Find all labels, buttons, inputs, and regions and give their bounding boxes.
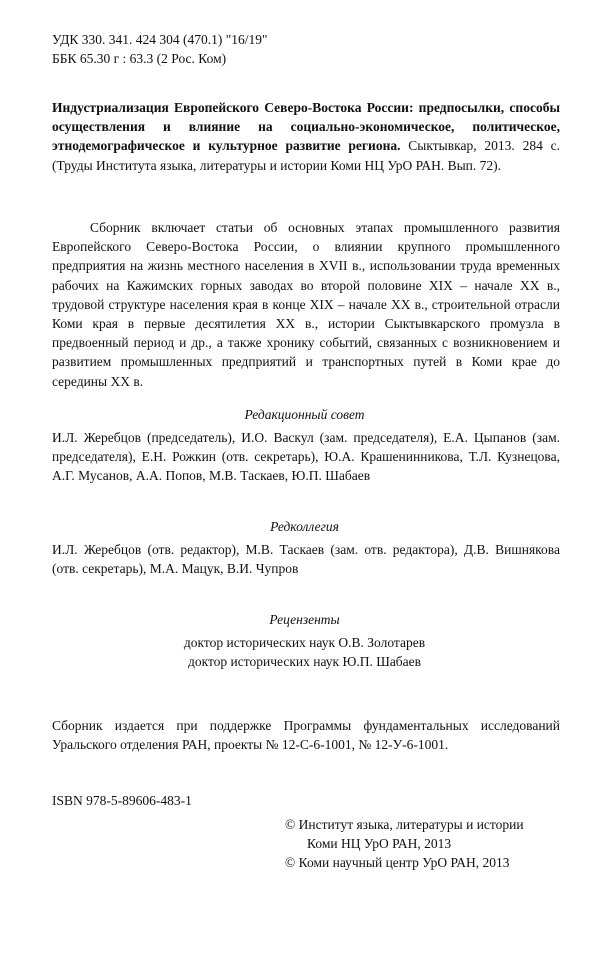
reviewer-1: доктор исторических наук О.В. Золотарев xyxy=(183,635,426,650)
editorial-board-heading: Редколлегия xyxy=(270,519,339,534)
copyright-line-3: © Коми научный центр УрО РАН, 2013 xyxy=(285,855,510,871)
copyright-line-1: © Институт языка, литературы и истории xyxy=(285,817,524,832)
copyright-block xyxy=(285,815,524,873)
abstract-paragraph: Сборник включает статьи об основных этапах промышленного развития Европейского Северо-Востока России, о влиянии крупного промышленного предприятия на жизнь местного населения в XVII в., использовании труда временных рабочих на Кажимских горных заводах во второй половине XIX – начале XX в., трудовой структуре населения края в конце XIX – начале XX в., строительной отрасли Коми края в первые десятилетия XX в., истории Сыктывкарского промузла в предвоенный период и др., а также хронику событий, связанных с возникновением и развитием промышленных предприятий и транспортных путей в Коми крае до середины XX в. xyxy=(52,220,560,389)
isbn: ISBN 978-5-89606-483-1 xyxy=(52,793,192,808)
copyright-line-2: Коми НЦ УрО РАН, 2013 xyxy=(307,836,452,852)
editorial-council-heading: Редакционный совет xyxy=(244,407,365,422)
bibliographic-description xyxy=(52,98,560,175)
reviewer-2: доктор исторических наук Ю.П. Шабаев xyxy=(187,654,422,670)
support-note: Сборник издается при поддержке Программы фундаментальных исследований Уральского отделения РАН, проекты № 12-С-6-1001, № 12-У-6-1001. xyxy=(52,718,560,753)
reviewers-heading: Рецензенты xyxy=(269,612,340,627)
bbk-code: ББК 65.30 г : 63.3 (2 Рос. Ком) xyxy=(52,51,227,66)
editorial-board-members: И.Л. Жеребцов (отв. редактор), М.В. Таскаев (зам. отв. редактора), Д.В. Вишнякова (отв. секретарь), М.А. Мацук, В.И. Чупров xyxy=(52,542,560,577)
classification-codes xyxy=(52,30,268,68)
book-title: Индустриализация Европейского Северо-Востока России: предпосылки, способы осуществления и влияние на социально-экономическое, политическое, этнодемографическое и культурное развитие региона. xyxy=(52,100,560,154)
editorial-council-members: И.Л. Жеребцов (председатель), И.О. Васкул (зам. председателя), Е.А. Цыпанов (зам. председателя), Е.Н. Рожкин (отв. секретарь), Ю.А. Крашенинникова, Т.Л. Кузнецова, А.Г. Мусанов, А.А. Попов, М.В. Таскаев, Ю.П. Шабаев xyxy=(52,430,560,484)
reviewers-list xyxy=(0,633,609,671)
udk-code: УДК 330. 341. 424 304 (470.1) "16/19" xyxy=(52,32,268,47)
book-imprint: Сыктывкар, 2013. 284 с. (Труды Института языка, литературы и истории Коми НЦ УрО РАН. Вып. 72). xyxy=(52,138,560,173)
